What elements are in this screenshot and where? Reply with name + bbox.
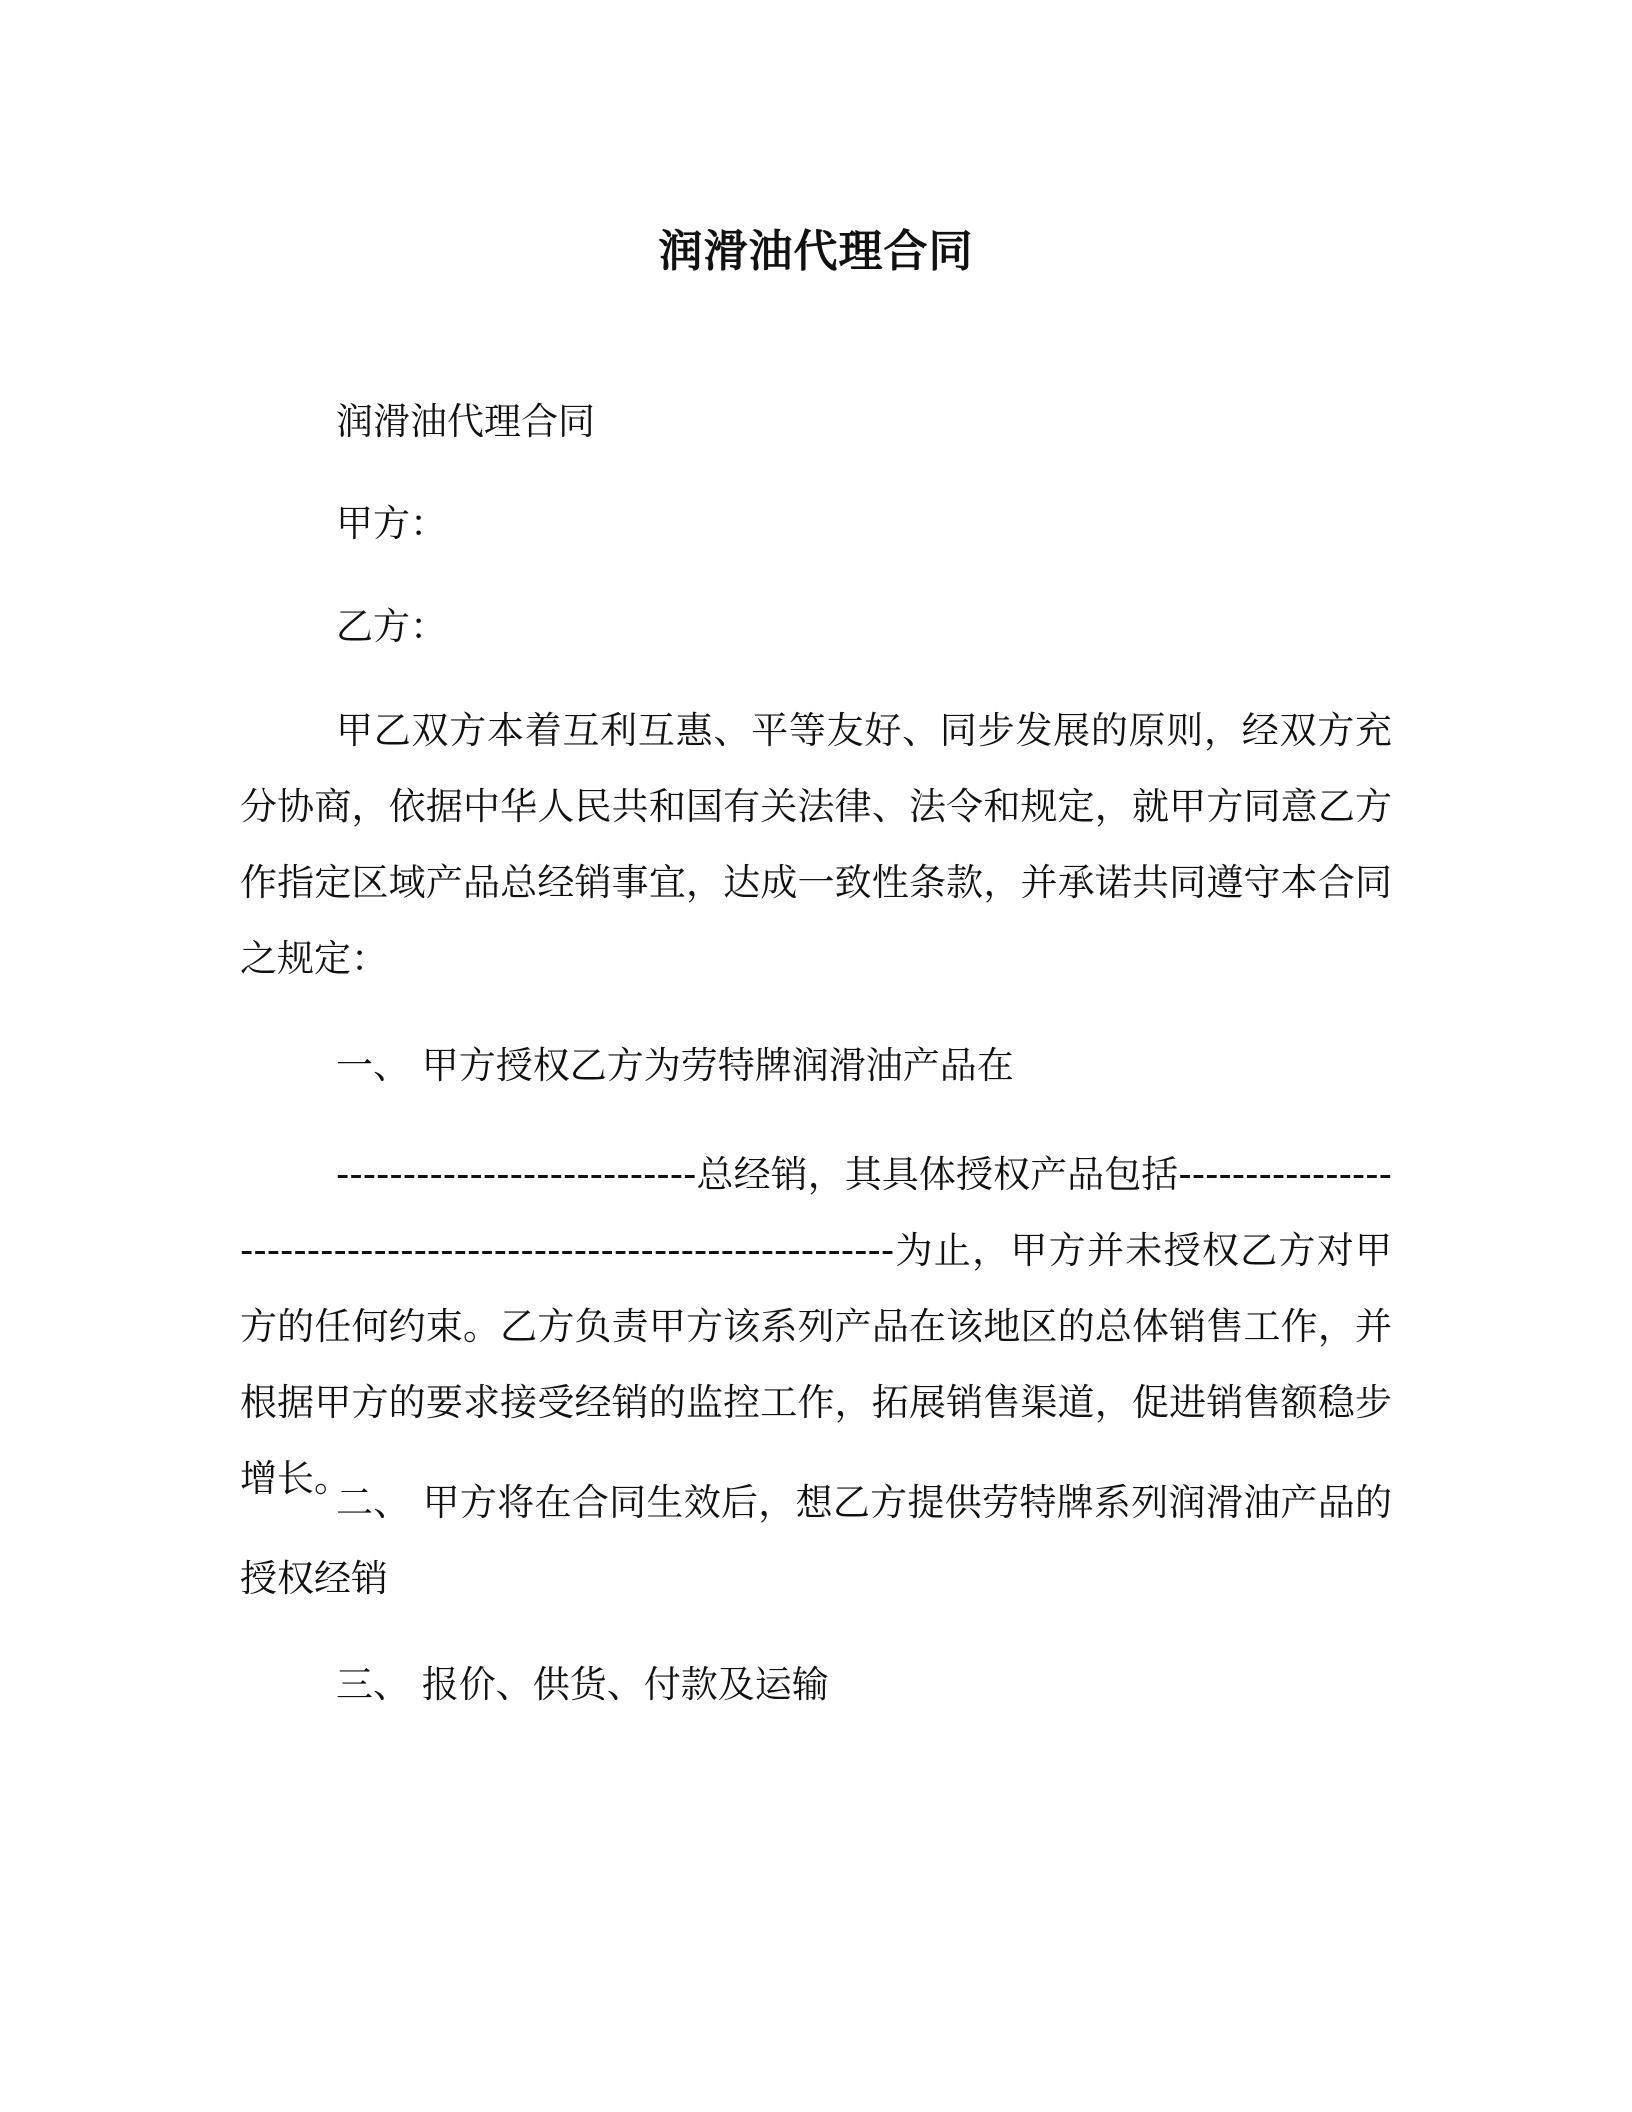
clause-2-paragraph: 二、 甲方将在合同生效后，想乙方提供劳特牌系列润滑油产品的授权经销 [240,1481,1392,1600]
party-a-label: 甲方： [336,502,447,545]
clause-1-body: ---------------------------总经销，其具体授权产品包括-----------------------------------------------------------------为止，甲方并未授权乙方对甲方的任何约束。乙方负责甲方该系列产品在该地区的总体销售工作，并根据甲方的要求接受经销的监控工作，拓展销售渠道，促进销售额稳步增长。 [240,1153,1392,1500]
party-b-label: 乙方： [336,605,447,648]
document-subtitle: 润滑油代理合同 [336,400,595,443]
clause-3-heading: 三、 报价、供货、付款及运输 [336,1663,829,1706]
clause-1-heading: 一、 甲方授权乙方为劳特牌润滑油产品在 [336,1044,1014,1087]
preamble-paragraph: 甲乙双方本着互利互惠、平等友好、同步发展的原则，经双方充分协商，依据中华人民共和国有关法律、法令和规定，就甲方同意乙方作指定区域产品总经销事宜，达成一致性条款，并承诺共同遵守本合同之规定： [240,709,1392,980]
document-title: 润滑油代理合同 [658,226,974,277]
